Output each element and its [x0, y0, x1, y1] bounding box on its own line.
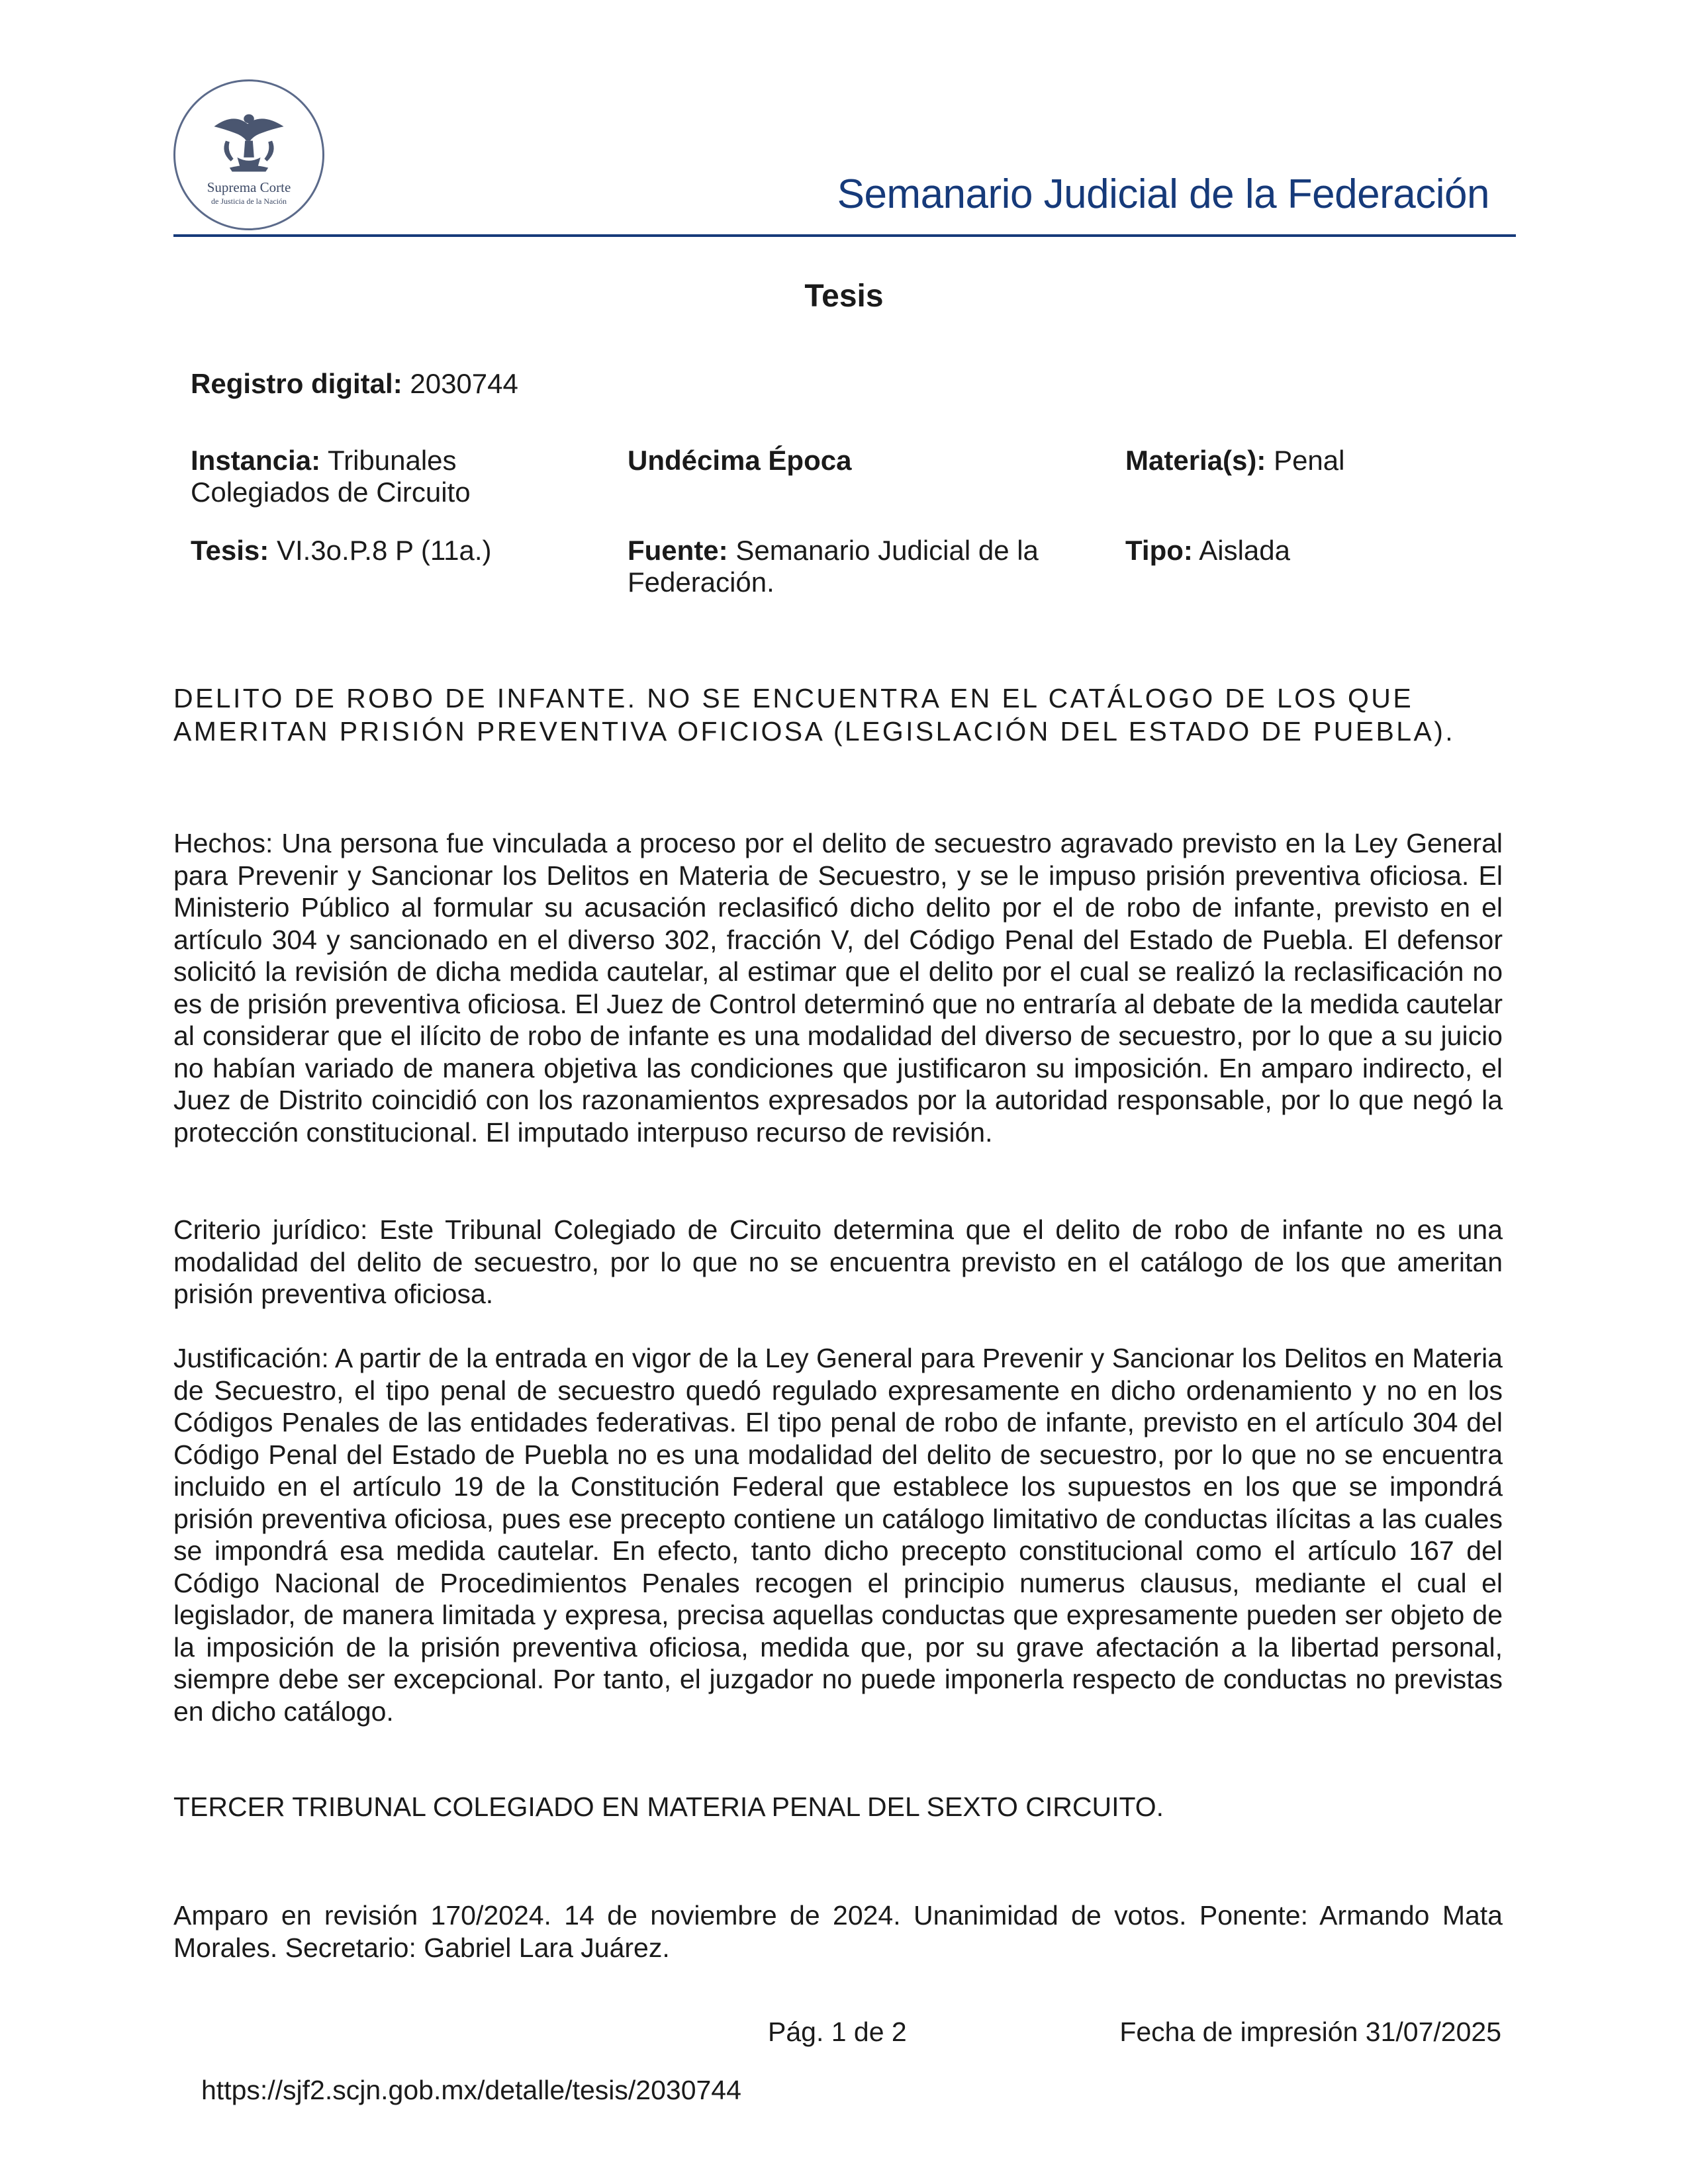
instancia-label: Instancia:: [191, 445, 321, 476]
hechos-paragraph: Hechos: Una persona fue vinculada a proceso por el delito de secuestro agravado previsto en la Ley General para Prevenir y Sancionar los Delitos en Materia de Secuestro, y se le impuso prisión preventiva oficiosa. El Ministerio Público al formular su acusación reclasificó dicho delito por el de robo de infante, previsto en el artículo 304 y sancionado en el diverso 302, fracción V, del Código Penal del Estado de Puebla. El defensor solicitó la revisión de dicha medida cautelar, al estimar que el delito por el cual se realizó la reclasificación no es de prisión preventiva oficiosa. El Juez de Control determinó que no entraría al debate de la medida cautelar al considerar que el ilícito de robo de infante es una modalidad del diverso de secuestro, por lo que a su juicio no habían variado de manera objetiva las condiciones que justificaron su imposición. En amparo indirecto, el Juez de Distrito coincidió con los razonamientos expresados por la autoridad responsable, por lo que negó la protección constitucional. El imputado interpuso recurso de revisión.: [173, 828, 1503, 1148]
materia-label: Materia(s):: [1125, 445, 1266, 476]
instancia-field: [191, 445, 561, 508]
fuente-value: Semanario Judicial de la Federación.: [628, 535, 1039, 598]
tesis-value: VI.3o.P.8 P (11a.): [276, 535, 492, 566]
instancia-value: Tribunales Colegiados de Circuito: [191, 445, 471, 508]
registro-value: 2030744: [410, 368, 518, 399]
fuente-field: [628, 535, 1091, 598]
tipo-label: Tipo:: [1125, 535, 1193, 566]
page-number: Pág. 1 de 2: [768, 2017, 907, 2047]
registro-field: [191, 368, 518, 400]
epoca-field: [628, 445, 851, 477]
epoca-value: Undécima Época: [628, 445, 852, 476]
header-divider: [173, 234, 1516, 237]
justificacion-paragraph: Justificación: A partir de la entrada en vigor de la Ley General para Prevenir y Sancionar los Delitos en Materia de Secuestro, el tipo penal de secuestro quedó regulado expresamente en dicho ordenamiento y no en los Códigos Penales de las entidades federativas. El tipo penal de robo de infante, previsto en el artículo 304 del Código Penal del Estado de Puebla no es una modalidad del delito de secuestro, por lo que no se encuentra incluido en el artículo 19 de la Constitución Federal que establece los supuestos en los que se impondrá prisión preventiva oficiosa, pues ese precepto contiene un catálogo limitativo de conductas ilícitas a las cuales se impondrá esa medida cautelar. En efecto, tanto dicho precepto constitucional como el artículo 167 del Código Nacional de Procedimientos Penales recogen el principio numerus clausus, mediante el cual el legislador, de manera limitada y expresa, precisa aquellas conductas que expresamente pueden ser objeto de la imposición de la prisión preventiva oficiosa, medida que, por su grave afectación a la libertad personal, siempre debe ser excepcional. Por tanto, el juzgador no puede imponerla respecto de conductas no previstas en dicho catálogo.: [173, 1343, 1503, 1727]
print-date: Fecha de impresión 31/07/2025: [1119, 2017, 1501, 2047]
thesis-heading: DELITO DE ROBO DE INFANTE. NO SE ENCUENTRA EN EL CATÁLOGO DE LOS QUE AMERITAN PRISIÓN PREVENTIVA OFICIOSA (LEGISLACIÓN DEL ESTADO DE PUEBLA).: [173, 683, 1456, 747]
publication-title: Semanario Judicial de la Federación: [837, 171, 1489, 217]
scjn-logo: [173, 79, 324, 230]
tipo-value: Aislada: [1199, 535, 1290, 566]
tipo-field: [1125, 535, 1290, 567]
materia-value: Penal: [1274, 445, 1345, 476]
fuente-label: Fuente:: [628, 535, 728, 566]
document-type-heading: Tesis: [804, 279, 884, 314]
tesis-field: [191, 535, 492, 567]
tesis-label: Tesis:: [191, 535, 269, 566]
criterio-paragraph: Criterio jurídico: Este Tribunal Colegiado de Circuito determina que el delito de robo de infante no es una modalidad del delito de secuestro, por lo que no se encuentra previsto en el catálogo de los que ameritan prisión preventiva oficiosa.: [173, 1214, 1503, 1309]
tribunal-name: TERCER TRIBUNAL COLEGIADO EN MATERIA PENAL DEL SEXTO CIRCUITO.: [173, 1792, 1164, 1822]
source-url[interactable]: https://sjf2.scjn.gob.mx/detalle/tesis/2030744: [201, 2075, 741, 2105]
registro-label: Registro digital:: [191, 368, 402, 399]
logo-text-line2: de Justicia de la Nación: [211, 197, 287, 206]
logo-text-line1: Suprema Corte: [207, 179, 291, 195]
precedent-paragraph: Amparo en revisión 170/2024. 14 de noviembre de 2024. Unanimidad de votos. Ponente: Armando Mata Morales. Secretario: Gabriel Lara Juárez.: [173, 1900, 1503, 1963]
materia-field: [1125, 445, 1344, 477]
